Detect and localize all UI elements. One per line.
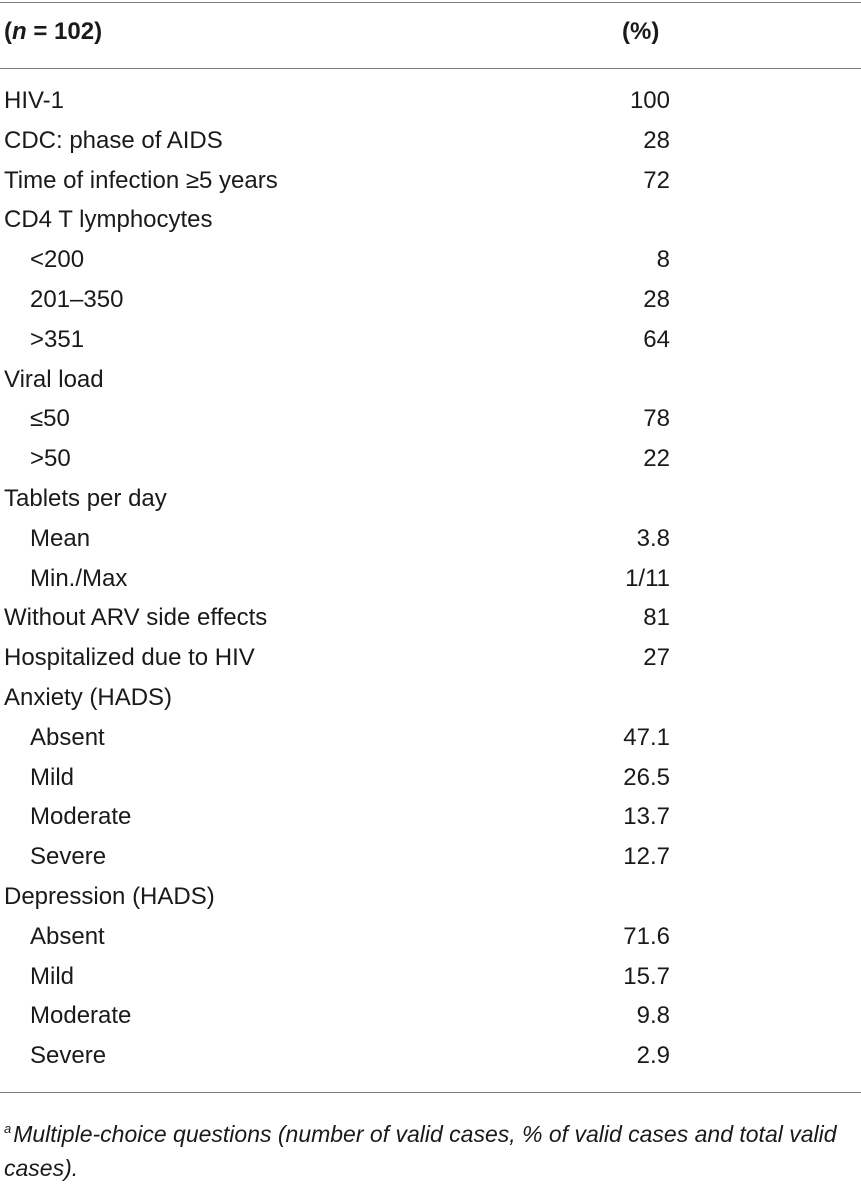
table-row <box>0 678 861 718</box>
row-label: Absent <box>30 922 105 950</box>
row-value: 22 <box>643 445 670 473</box>
table-bottom-rule <box>0 1092 861 1093</box>
row-label: Mild <box>30 962 75 990</box>
row-label: ≤50 <box>30 405 70 433</box>
table-body <box>0 81 861 1076</box>
row-value: 9.8 <box>636 1002 670 1030</box>
row-label: Severe <box>30 1042 107 1070</box>
row-label: Mean <box>30 524 91 552</box>
table-row <box>0 837 861 877</box>
row-value: 26.5 <box>623 763 670 791</box>
table-row <box>0 320 861 360</box>
table-row <box>0 797 861 837</box>
table-row <box>0 718 861 758</box>
row-value: 78 <box>643 405 670 433</box>
row-label: Anxiety (HADS) <box>4 683 173 711</box>
row-label: Hospitalized due to HIV <box>4 644 255 672</box>
table-row <box>0 957 861 997</box>
row-value: 100 <box>629 87 670 114</box>
footnote-marker: a <box>4 1121 12 1136</box>
table-row <box>0 280 861 320</box>
row-label: Absent <box>30 723 105 751</box>
table-row <box>0 917 861 957</box>
row-label: Viral load <box>4 365 104 393</box>
row-value: 72 <box>643 166 670 194</box>
row-value: 12.7 <box>623 843 670 871</box>
row-value: 3.8 <box>636 524 670 552</box>
table-row <box>0 638 861 678</box>
table-row <box>0 519 861 559</box>
row-label: Min./Max <box>30 564 128 592</box>
row-value: 64 <box>643 325 670 353</box>
row-label: Severe <box>30 843 107 871</box>
table-row <box>0 877 861 917</box>
table-header-row <box>0 14 861 54</box>
row-value: 81 <box>643 604 670 632</box>
table-row <box>0 439 861 479</box>
sample-size-header <box>4 18 102 46</box>
row-label: Time of infection ≥5 years <box>4 166 278 194</box>
table-row <box>0 240 861 280</box>
row-label: Depression (HADS) <box>4 882 215 910</box>
table-row <box>0 1036 861 1076</box>
row-label: <200 <box>30 246 85 274</box>
row-value: 8 <box>656 246 670 274</box>
table-row <box>0 121 861 161</box>
table-header-rule <box>0 68 861 69</box>
row-value: 28 <box>643 285 670 313</box>
row-value: 71.6 <box>623 922 670 950</box>
table-row <box>0 559 861 599</box>
header-open-paren: ( <box>4 18 12 45</box>
row-value: 2.9 <box>636 1042 670 1070</box>
table-row <box>0 200 861 240</box>
row-label: >351 <box>30 325 85 353</box>
table-row <box>0 479 861 519</box>
row-value: 1/11 <box>625 564 670 592</box>
footnote-text: Multiple-choice questions (number of valid cases, % of valid cases and total valid cases). <box>4 1121 837 1181</box>
table-row <box>0 996 861 1036</box>
header-n-symbol: n <box>12 18 27 45</box>
percent-header: (%) <box>622 18 660 45</box>
table-row <box>0 598 861 638</box>
row-value: 28 <box>643 126 670 154</box>
row-label: Mild <box>30 763 75 791</box>
row-label: CDC: phase of AIDS <box>4 126 223 154</box>
row-value: 15.7 <box>623 962 670 990</box>
table-row <box>0 360 861 400</box>
table-row <box>0 758 861 798</box>
row-value: 47.1 <box>623 723 670 751</box>
row-label: Moderate <box>30 1002 132 1030</box>
row-label: Tablets per day <box>4 484 167 512</box>
row-value: 27 <box>643 644 670 672</box>
row-value: 13.7 <box>623 803 670 831</box>
row-label: HIV-1 <box>4 87 65 114</box>
row-label: Moderate <box>30 803 132 831</box>
table-footnote <box>4 1112 854 1185</box>
table-row <box>0 81 861 121</box>
row-label: 201–350 <box>30 285 124 313</box>
row-label: Without ARV side effects <box>4 604 268 632</box>
row-label: CD4 T lymphocytes <box>4 206 213 234</box>
table-row <box>0 161 861 201</box>
table-top-rule <box>0 2 861 3</box>
table-row <box>0 399 861 439</box>
row-label: >50 <box>30 445 71 473</box>
header-n-value: = 102) <box>26 18 103 45</box>
